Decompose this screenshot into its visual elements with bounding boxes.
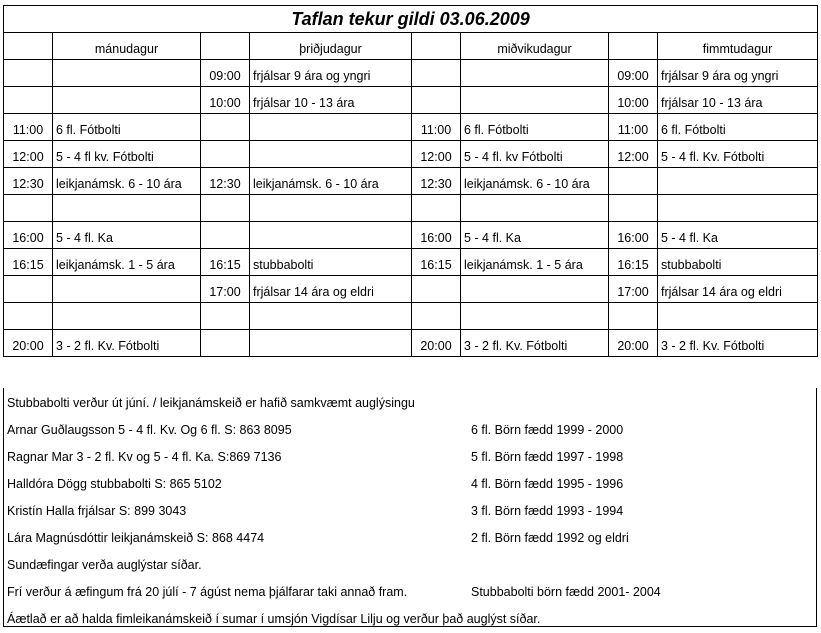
thursday-time-cell: 09:00 [609,60,658,87]
tuesday-time-cell [201,114,250,141]
header-time-cell [201,33,250,60]
monday-time-cell: 12:00 [4,141,53,168]
tuesday-time-cell [201,141,250,168]
wednesday-activity-cell [461,195,609,222]
schedule-row [4,141,818,168]
schedule-table [3,5,818,357]
tuesday-time-cell: 12:30 [201,168,250,195]
monday-time-cell [4,87,53,114]
note-holiday: Frí verður á æfingum frá 20 júlí - 7 ágúst nema þjálfarar taki annað fram. [7,585,408,599]
header-time-cell [609,33,658,60]
tuesday-activity-cell [250,114,412,141]
note-swimming: Sundæfingar verða auglýstar síðar. [7,558,202,572]
contact-line: Kristín Halla frjálsar S: 899 3043 [7,504,187,518]
tuesday-time-cell [201,330,250,357]
birth-year-line: 4 fl. Börn fædd 1995 - 1996 [471,477,624,491]
monday-activity-cell [53,276,201,303]
wednesday-time-cell [412,303,461,330]
thursday-activity-cell: 6 fl. Fótbolti [658,114,818,141]
schedule-row [4,249,818,276]
schedule-title: Taflan tekur gildi 03.06.2009 [4,6,818,33]
monday-time-cell: 16:15 [4,249,53,276]
monday-time-cell [4,60,53,87]
schedule-row [4,222,818,249]
monday-activity-cell [53,60,201,87]
tuesday-time-cell: 17:00 [201,276,250,303]
monday-time-cell: 16:00 [4,222,53,249]
tuesday-activity-cell: stubbabolti [250,249,412,276]
monday-activity-cell: leikjanámsk. 1 - 5 ára [53,249,201,276]
tuesday-time-cell [201,222,250,249]
thursday-time-cell: 17:00 [609,276,658,303]
monday-time-cell [4,276,53,303]
tuesday-activity-cell: leikjanámsk. 6 - 10 ára [250,168,412,195]
wednesday-activity-cell: 5 - 4 fl. kv Fótbolti [461,141,609,168]
thursday-activity-cell [658,195,818,222]
thursday-time-cell [609,195,658,222]
thursday-activity-cell: stubbabolti [658,249,818,276]
thursday-activity-cell: frjálsar 10 - 13 ára [658,87,818,114]
monday-activity-cell: 6 fl. Fótbolti [53,114,201,141]
tuesday-time-cell [201,303,250,330]
monday-time-cell [4,303,53,330]
tuesday-time-cell: 16:15 [201,249,250,276]
monday-time-cell: 12:30 [4,168,53,195]
contact-line: Ragnar Mar 3 - 2 fl. Kv og 5 - 4 fl. Ka. S:869 7136 [7,450,282,464]
wednesday-activity-cell: 3 - 2 fl. Kv. Fótbolti [461,330,609,357]
tuesday-activity-cell [250,330,412,357]
tuesday-activity-cell: frjálsar 14 ára og eldri [250,276,412,303]
wednesday-activity-cell [461,276,609,303]
monday-activity-cell: 5 - 4 fl kv. Fótbolti [53,141,201,168]
tuesday-activity-cell [250,222,412,249]
tuesday-time-cell: 10:00 [201,87,250,114]
birth-year-line: 2 fl. Börn fædd 1992 og eldri [471,531,629,545]
thursday-time-cell: 16:00 [609,222,658,249]
monday-time-cell: 11:00 [4,114,53,141]
header-time-cell [4,33,53,60]
wednesday-time-cell: 16:15 [412,249,461,276]
thursday-time-cell [609,168,658,195]
thursday-activity-cell [658,303,818,330]
schedule-row [4,330,818,357]
wednesday-time-cell [412,60,461,87]
wednesday-time-cell: 16:00 [412,222,461,249]
wednesday-activity-cell: leikjanámsk. 6 - 10 ára [461,168,609,195]
header-monday: mánudagur [53,33,201,60]
schedule-row [4,114,818,141]
monday-time-cell [4,195,53,222]
schedule-row [4,87,818,114]
contact-line: Lára Magnúsdóttir leikjanámskeið S: 868 4474 [7,531,265,545]
schedule-row [4,168,818,195]
thursday-activity-cell: 5 - 4 fl. Kv. Fótbolti [658,141,818,168]
contact-line: Arnar Guðlaugsson 5 - 4 fl. Kv. Og 6 fl. S: 863 8095 [7,423,292,437]
wednesday-time-cell [412,87,461,114]
tuesday-time-cell: 09:00 [201,60,250,87]
thursday-time-cell: 20:00 [609,330,658,357]
tuesday-activity-cell: frjálsar 10 - 13 ára [250,87,412,114]
notes-section [3,388,817,627]
monday-activity-cell [53,195,201,222]
tuesday-time-cell [201,195,250,222]
wednesday-time-cell: 20:00 [412,330,461,357]
monday-time-cell: 20:00 [4,330,53,357]
thursday-activity-cell: frjálsar 9 ára og yngri [658,60,818,87]
monday-activity-cell [53,87,201,114]
thursday-time-cell [609,303,658,330]
wednesday-time-cell [412,195,461,222]
tuesday-activity-cell [250,303,412,330]
schedule-row [4,276,818,303]
wednesday-time-cell: 11:00 [412,114,461,141]
schedule-row [4,60,818,87]
tuesday-activity-cell: frjálsar 9 ára og yngri [250,60,412,87]
tuesday-activity-cell [250,141,412,168]
tuesday-activity-cell [250,195,412,222]
monday-activity-cell [53,303,201,330]
thursday-activity-cell: 5 - 4 fl. Ka [658,222,818,249]
schedule-row [4,303,818,330]
wednesday-activity-cell [461,303,609,330]
wednesday-time-cell: 12:30 [412,168,461,195]
monday-activity-cell: leikjanámsk. 6 - 10 ára [53,168,201,195]
birth-year-line: 6 fl. Börn fædd 1999 - 2000 [471,423,624,437]
birth-year-line: 5 fl. Börn fædd 1997 - 1998 [471,450,624,464]
wednesday-time-cell: 12:00 [412,141,461,168]
monday-activity-cell: 5 - 4 fl. Ka [53,222,201,249]
thursday-time-cell: 12:00 [609,141,658,168]
note-gymnastics: Áætlað er að halda fimleikanámskeið í sumar í umsjón Vigdísar Lilju og verður það auglýst síðar. [7,612,541,626]
monday-activity-cell: 3 - 2 fl. Kv. Fótbolti [53,330,201,357]
wednesday-activity-cell: leikjanámsk. 1 - 5 ára [461,249,609,276]
header-wednesday: miðvikudagur [461,33,609,60]
note-stubbabolti-birth: Stubbabolti börn fædd 2001- 2004 [471,585,661,599]
wednesday-activity-cell: 5 - 4 fl. Ka [461,222,609,249]
note-stubbabolti: Stubbabolti verður út júní. / leikjanámskeið er hafið samkvæmt auglýsingu [7,396,415,410]
birth-year-line: 3 fl. Börn fædd 1993 - 1994 [471,504,624,518]
thursday-time-cell: 16:15 [609,249,658,276]
header-thursday: fimmtudagur [658,33,818,60]
wednesday-time-cell [412,276,461,303]
wednesday-activity-cell: 6 fl. Fótbolti [461,114,609,141]
wednesday-activity-cell [461,87,609,114]
spreadsheet [3,5,817,629]
header-time-cell [412,33,461,60]
wednesday-activity-cell [461,60,609,87]
header-tuesday: þriðjudagur [250,33,412,60]
thursday-activity-cell [658,168,818,195]
schedule-row [4,195,818,222]
thursday-time-cell: 10:00 [609,87,658,114]
thursday-activity-cell: frjálsar 14 ára og eldri [658,276,818,303]
contact-line: Halldóra Dögg stubbabolti S: 865 5102 [7,477,222,491]
thursday-time-cell: 11:00 [609,114,658,141]
thursday-activity-cell: 3 - 2 fl. Kv. Fótbolti [658,330,818,357]
